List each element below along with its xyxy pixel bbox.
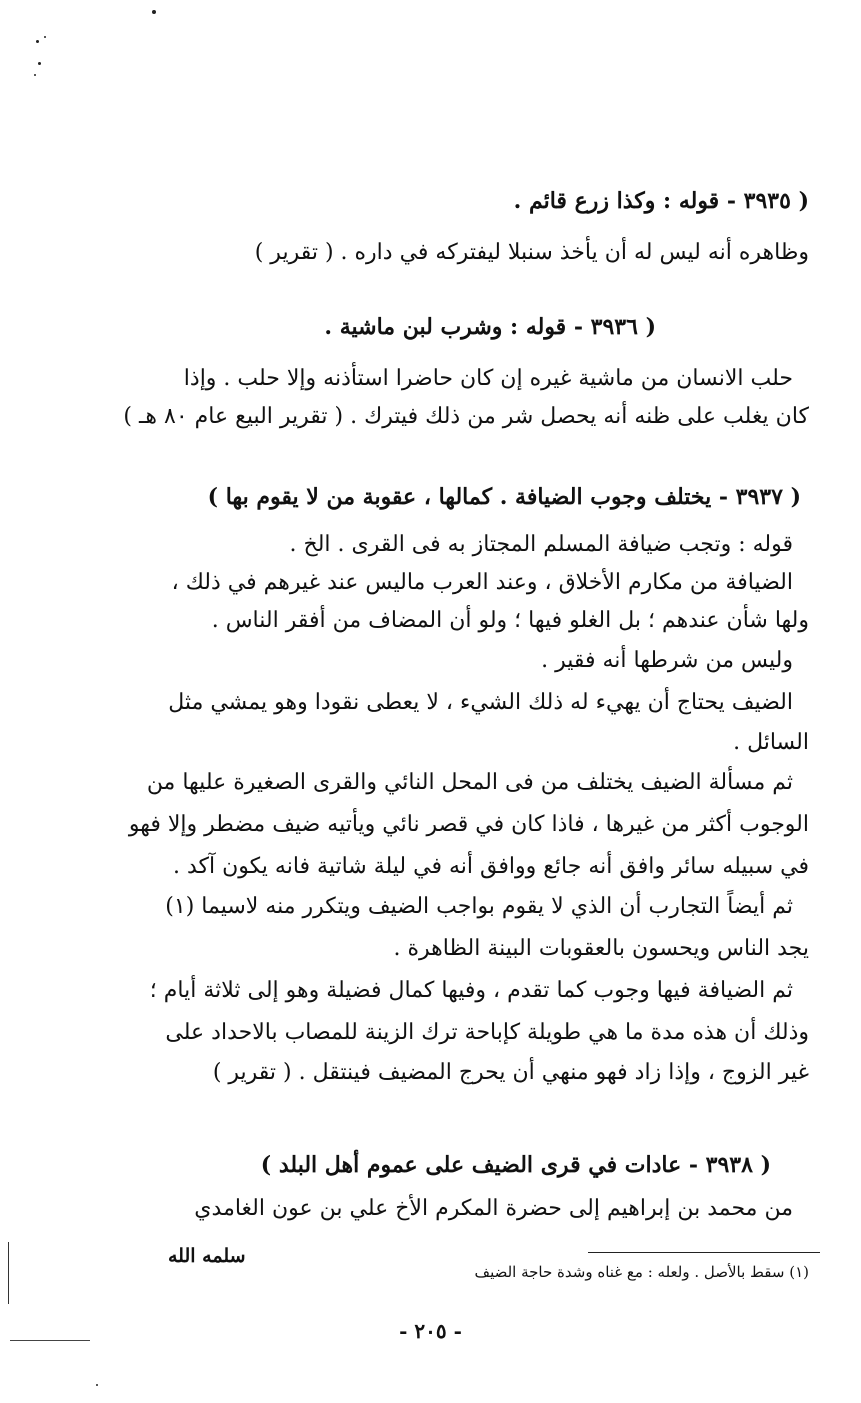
section-3937-line-10: ثم أيضاً التجارب أن الذي لا يقوم بواجب الضيف ويتكرر منه لاسيما (١) [165, 894, 793, 919]
scan-speck [34, 74, 36, 76]
section-3937-line-14: غير الزوج ، وإذا زاد فهو منهي أن يحرج المضيف فينتقل . ( تقرير ) [212, 1060, 809, 1085]
scan-speck [44, 36, 46, 38]
scan-margin-line [8, 1242, 9, 1304]
section-3937-line-5: الضيف يحتاج أن يهيء له ذلك الشيء ، لا يعطى نقودا وهو يمشي مثل [168, 690, 793, 715]
section-3937-line-1: قوله : وتجب ضيافة المسلم المجتاز به فى القرى . الخ . [289, 532, 793, 557]
footnote: (١) سقط بالأصل . ولعله : مع غناه وشدة حاجة الضيف [474, 1263, 809, 1281]
section-3937-line-13: وذلك أن هذه مدة ما هي طويلة كإباحة ترك الزينة للمصاب بالاحداد على [165, 1020, 809, 1045]
scan-speck [38, 62, 41, 65]
section-3936-heading: ( ٣٩٣٦ - قوله : وشرب لبن ماشية . [324, 314, 656, 340]
section-3935-heading: ( ٣٩٣٥ - قوله : وكذا زرع قائم . [513, 188, 809, 214]
section-3937-line-4: وليس من شرطها أنه فقير . [541, 648, 793, 673]
section-3938-heading: ( ٣٩٣٨ - عادات في قرى الضيف على عموم أهل البلد ) [260, 1152, 771, 1178]
section-3937-line-9: في سبيله سائر وافق أنه جائع ووافق أنه في ليلة شاتية فانه يكون آكد . [173, 854, 809, 879]
section-3937-line-12: ثم الضيافة فيها وجوب كما تقدم ، وفيها كمال فضيلة وهو إلى ثلاثة أيام ؛ [149, 978, 793, 1003]
section-3937-line-7: ثم مسألة الضيف يختلف من فى المحل النائي والقرى الصغيرة عليها من [146, 770, 793, 795]
scan-speck [36, 40, 39, 43]
scan-margin-line [10, 1340, 90, 1341]
section-3937-line-11: يجد الناس ويحسون بالعقوبات البينة الظاهرة . [393, 936, 809, 961]
section-3937-heading: ( ٣٩٣٧ - يختلف وجوب الضيافة . كمالها ، عقوبة من لا يقوم بها ) [207, 484, 801, 510]
section-3938-line-1: من محمد بن إبراهيم إلى حضرة المكرم الأخ علي بن عون الغامدي [194, 1196, 793, 1221]
scan-speck [152, 10, 156, 14]
section-3937-line-2: الضيافة من مكارم الأخلاق ، وعند العرب ماليس عند غيرهم في ذلك ، [171, 570, 793, 595]
section-3936-line-2: كان يغلب على ظنه أنه يحصل شر من ذلك فيترك . ( تقرير البيع عام ٨٠ هـ ) [123, 404, 809, 429]
section-3937-line-3: ولها شأن عندهم ؛ بل الغلو فيها ؛ ولو أن المضاف من أفقر الناس . [211, 608, 809, 633]
footnote-rule [588, 1252, 820, 1253]
page-number: - ٢٠٥ - [399, 1319, 462, 1343]
section-3936-line-1: حلب الانسان من ماشية غيره إن كان حاضرا استأذنه وإلا حلب . وإذا [183, 366, 793, 391]
section-3935-line-1: وظاهره أنه ليس له أن يأخذ سنبلا ليفتركه في داره . ( تقرير ) [254, 240, 809, 265]
section-3937-line-6: السائل . [733, 730, 809, 755]
signature: سلمه الله [168, 1245, 246, 1267]
section-3937-line-8: الوجوب أكثر من غيرها ، فاذا كان في قصر نائي ويأتيه ضيف مضطر وإلا فهو [128, 812, 809, 837]
scan-speck [96, 1384, 98, 1386]
